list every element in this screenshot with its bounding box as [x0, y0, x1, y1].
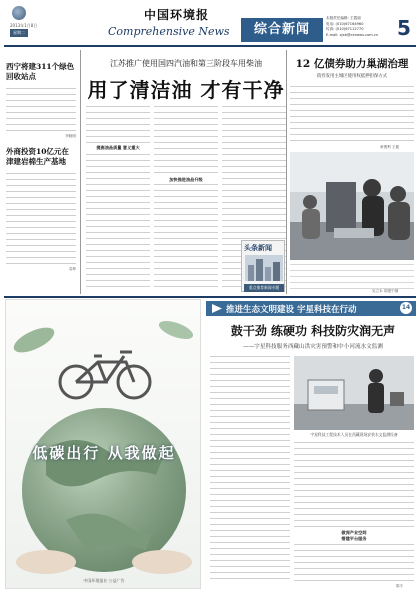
masthead-rule [4, 45, 416, 47]
bottom-inline-subhead: 搭建平台服务 [294, 536, 414, 542]
newspaper-name: 中国环境报 [144, 8, 210, 22]
lead-subhead: 加快推进油品升级 [154, 177, 218, 183]
headline-news-box[interactable] [241, 240, 285, 292]
arrow-right-icon [212, 304, 222, 313]
brief1-body [6, 86, 76, 134]
right-story-subtitle: 债券发用主城区使用权抵押担保方式 [316, 74, 388, 79]
brief1-title: 西宁将建311个绿色回收站点 [6, 62, 75, 81]
bottom-inline-subhead: 做深产业空间 [294, 530, 414, 536]
right-story-byline: 黄俊利 王健 [380, 145, 400, 149]
bottom-story-subtitle: ——宇星科技服务西藏山洪灾害预警和中小河流水文监测 [243, 344, 383, 350]
public-service-ad [5, 299, 201, 589]
weekday-badge: 星期二 [10, 29, 28, 37]
bottom-text [294, 440, 414, 584]
headline-box-subtitle: 重点推荐新闻专题 [244, 284, 284, 292]
banner-text: 推进生态文明建设 宇星科技在行动 [226, 305, 357, 315]
section-title: 综合新闻 [241, 18, 323, 42]
masthead [4, 4, 416, 44]
column-divider [80, 50, 81, 294]
people-photo-illustration [290, 152, 414, 260]
bottom-byline: 陈宇 [396, 584, 404, 588]
left-briefs [6, 52, 76, 292]
section-divider [4, 296, 416, 298]
section-name-en: Comprehensive News [108, 25, 230, 38]
lead-headline: 用了清洁油 才有干净 [87, 78, 285, 102]
editor-info [326, 16, 388, 38]
lead-kicker: 江苏推广使用国四汽油和第三阶段车用柴油 [110, 59, 262, 68]
editor-line: E-mail: zjxb@cenews.com.cn [326, 32, 379, 37]
editor-line: 电话: (010)67164960 [326, 21, 364, 26]
globe-logo-icon [12, 6, 26, 20]
bottom-right-col [294, 440, 414, 584]
ad-slogan: 低碳出行 从我做起 [32, 444, 176, 462]
banner-number: 14 [400, 302, 412, 314]
feature-banner [206, 301, 416, 316]
equipment-photo [294, 356, 414, 430]
brief2-byline: 袁坤 [68, 267, 76, 271]
bottom-text [210, 354, 290, 584]
right-story-body [290, 84, 414, 144]
photo-byline: 吴立本 胡建中摄 [372, 289, 399, 293]
right-story-headline: 12 亿债券助力巢湖治理 [295, 58, 409, 70]
lead-text-col [154, 104, 218, 292]
lead-text-col [86, 104, 150, 292]
editor-line: 传真: (010)67112770 [326, 27, 364, 31]
brief2-title: 外商投资10亿元在津建岩棉生产基地 [6, 147, 69, 166]
brief2-body [6, 171, 76, 267]
news-photo [290, 152, 414, 260]
headline-box-title: 头条新闻 [244, 244, 272, 252]
editor-line: 本版责任编辑: 王霞丽 [326, 16, 361, 20]
page-number: 5 [397, 16, 411, 40]
lead-subhead: 提高油品质量 意义重大 [86, 145, 150, 151]
issue-date: 2013年1月8日 [10, 23, 38, 28]
field-work-illustration [294, 356, 414, 430]
photo-caption-body [290, 262, 414, 290]
brief1-byline: 李晓明 [65, 134, 76, 138]
bottom-left-col [210, 354, 290, 584]
city-skyline-icon [245, 255, 283, 281]
ad-footer: 中国环境报社 公益广告 [83, 578, 125, 583]
photo-caption: 宇星科技工程技术人员在西藏现场安装水文监测设备 [310, 432, 398, 437]
bottom-story-headline: 鼓干劲 练硬功 科技防灾润无声 [230, 324, 396, 338]
column-divider [286, 50, 287, 294]
